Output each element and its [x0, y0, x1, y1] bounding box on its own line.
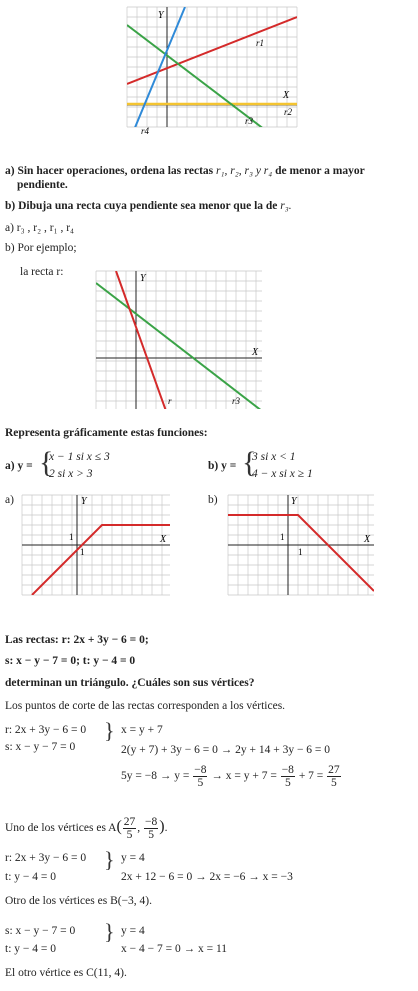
sys3-eq1: s: x − y − 7 = 0 — [5, 925, 76, 937]
label-r4: r4 — [141, 126, 150, 136]
func-a-case1: x − 1 si x ≤ 3 — [49, 451, 110, 463]
graph-a-tag: a) — [5, 494, 14, 506]
sys3-eq2: t: y − 4 = 0 — [5, 943, 56, 955]
answer-b-line: la recta r: — [20, 266, 64, 278]
label-r2: r2 — [284, 107, 293, 117]
answer-b: b) Por ejemplo; — [5, 242, 77, 254]
graph-func-a — [22, 495, 170, 595]
grid — [127, 7, 297, 127]
frac-y2: $\frac{-8}{5}$ — [281, 764, 294, 790]
y-axis-label: Y — [140, 273, 146, 284]
sys1-brace: } — [104, 718, 115, 743]
func-a-label: a) y = — [5, 460, 33, 472]
sys2-eq2: t: y − 4 = 0 — [5, 871, 56, 883]
func-a-case2: 2 si x > 3 — [49, 468, 93, 480]
exercise2-title: Representa gráficamente estas funciones: — [5, 427, 208, 439]
sys2-eq1: r: 2x + 3y − 6 = 0 — [5, 852, 87, 864]
y-axis-label: Y — [291, 496, 297, 507]
tick-one-x: 1 — [80, 547, 85, 557]
graph-lines-r1-r4 — [127, 7, 297, 136]
sys1-r3: 5y = −8 → y = $\frac{-8}{5}$ → x = y + 7 = $\frac{-8}{5}$ + 7 = $\frac{27}{5}$ — [121, 764, 340, 790]
func-a-curve — [32, 525, 170, 595]
x-axis-label: X — [160, 534, 167, 545]
vertex-b: Otro de los vértices es B(−3, 4). — [5, 895, 153, 907]
y-axis-label: Y — [158, 10, 164, 21]
sys3-r2: x − 4 − 7 = 0 → x = 11 — [121, 943, 228, 955]
answer-a: a) r₃ , r₂ , r₁ , r₄ — [5, 222, 75, 234]
sys1-eq1: r: 2x + 3y − 6 = 0 — [5, 724, 87, 736]
sys1-r2: 2(y + 7) + 3y − 6 = 0 → 2y + 14 + 3y − 6 = 0 — [121, 744, 331, 756]
question-a: a) Sin hacer operaciones, ordena las rectas r₁, r₂, r₃ y r₄ de menor a mayor — [5, 165, 365, 177]
tick-one-x: 1 — [298, 547, 303, 557]
x-axis-label: X — [252, 347, 259, 358]
sys3-r1: y = 4 — [121, 925, 145, 937]
func-b-case1: 3 si x < 1 — [252, 451, 296, 463]
line-r3-green — [127, 25, 277, 139]
frac-x: $\frac{27}{5}$ — [328, 764, 340, 790]
label-r1: r1 — [256, 38, 265, 48]
graph-b-tag: b) — [208, 494, 218, 506]
line-r3-green — [96, 283, 262, 411]
vertex-a: Uno de los vértices es A( $\frac{27}{5}$ , $\frac{-8}{5}$ ). — [5, 816, 168, 842]
graph-func-b — [228, 495, 374, 595]
label-r3: r3 — [245, 116, 254, 126]
ex3-intro: Los puntos de corte de las rectas corresponden a los vértices. — [5, 700, 286, 712]
sys2-r2: 2x + 12 − 6 = 0 → 2x = −6 → x = −3 — [121, 871, 293, 883]
graph-line-r — [96, 271, 262, 409]
sys3-brace: } — [104, 919, 115, 944]
sys2-brace: } — [104, 847, 115, 872]
label-r: r — [168, 396, 172, 406]
label-r3: r3 — [232, 396, 241, 406]
ex3-line1: Las rectas: r: 2x + 3y − 6 = 0; — [5, 634, 149, 646]
vertex-c: El otro vértice es C(11, 4). — [5, 967, 127, 979]
tick-one-y: 1 — [280, 532, 285, 542]
question-a-cont: pendiente. — [17, 179, 68, 191]
frac-y: $\frac{-8}{5}$ — [194, 764, 207, 790]
y-axis-label: Y — [81, 496, 87, 507]
sys2-r1: y = 4 — [121, 852, 145, 864]
func-a-brace: { — [39, 446, 54, 479]
question-b: b) Dibuja una recta cuya pendiente sea menor que la de r₃. — [5, 200, 292, 212]
grid — [96, 271, 262, 409]
ex3-line2: s: x − y − 7 = 0; t: y − 4 = 0 — [5, 655, 136, 667]
x-axis-label: X — [283, 90, 290, 101]
func-b-case2: 4 − x si x ≥ 1 — [252, 468, 313, 480]
x-axis-label: X — [364, 534, 371, 545]
func-b-brace: { — [242, 446, 257, 479]
tick-one-y: 1 — [69, 532, 74, 542]
sys1-r1: x = y + 7 — [121, 724, 163, 736]
func-b-label: b) y = — [208, 460, 237, 472]
sys1-eq2: s: x − y − 7 = 0 — [5, 741, 76, 753]
ex3-line3: determinan un triángulo. ¿Cuáles son sus vértices? — [5, 677, 255, 689]
